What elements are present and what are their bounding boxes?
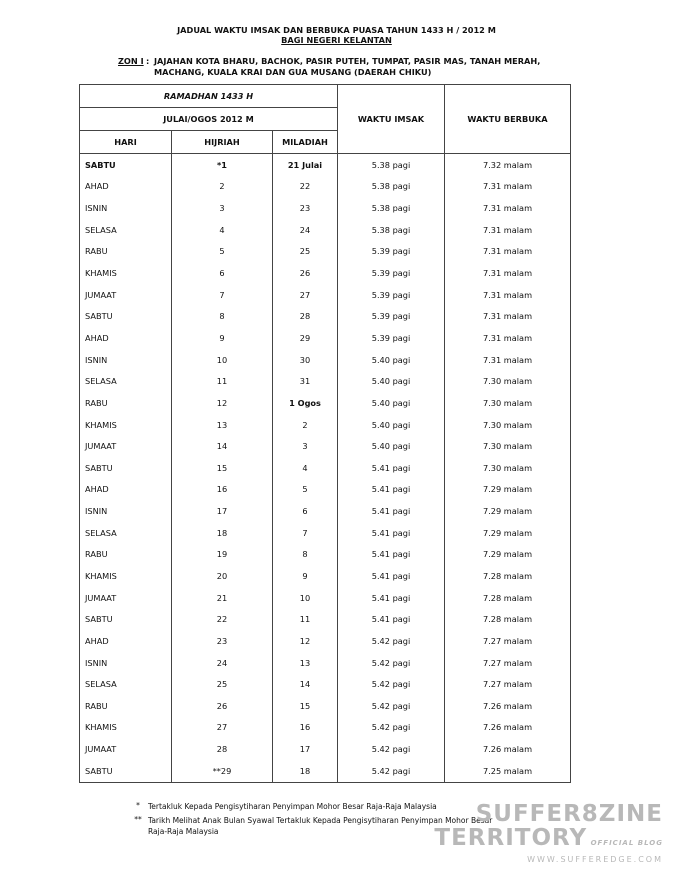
table-row xyxy=(80,652,571,674)
miladiah-cell: 26 xyxy=(273,262,338,284)
hijriah-cell: 10 xyxy=(172,349,273,371)
miladiah-cell: 15 xyxy=(273,695,338,717)
berbuka-cell: 7.29 malam xyxy=(445,522,571,544)
miladiah-cell: 23 xyxy=(273,197,338,219)
day-cell: AHAD xyxy=(80,479,172,501)
miladiah-cell: 12 xyxy=(273,630,338,652)
miladiah-cell: 10 xyxy=(273,587,338,609)
hijriah-cell: 4 xyxy=(172,219,273,241)
table-row xyxy=(80,262,571,284)
miladiah-cell: 7 xyxy=(273,522,338,544)
timetable-body xyxy=(80,154,571,783)
berbuka-cell: 7.31 malam xyxy=(445,349,571,371)
hijriah-cell: 17 xyxy=(172,500,273,522)
imsak-cell: 5.42 pagi xyxy=(338,695,445,717)
imsak-cell: 5.40 pagi xyxy=(338,370,445,392)
imsak-cell: 5.42 pagi xyxy=(338,717,445,739)
watermark-line1: SUFFER8ZINE xyxy=(475,801,663,827)
hijriah-cell: 12 xyxy=(172,392,273,414)
day-cell: SELASA xyxy=(80,522,172,544)
table-row xyxy=(80,305,571,327)
page-subtitle: BAGI NEGERI KELANTAN xyxy=(281,35,392,45)
day-cell: SELASA xyxy=(80,219,172,241)
zone-description xyxy=(118,56,554,78)
table-row xyxy=(80,435,571,457)
table-row xyxy=(80,587,571,609)
hijriah-cell: 13 xyxy=(172,414,273,436)
berbuka-cell: 7.32 malam xyxy=(445,154,571,176)
miladiah-cell: 2 xyxy=(273,414,338,436)
watermark-line2: TERRITORY OFFICIAL BLOG xyxy=(434,825,663,851)
day-cell: ISNIN xyxy=(80,197,172,219)
miladiah-cell: 6 xyxy=(273,500,338,522)
day-cell: SABTU xyxy=(80,608,172,630)
table-row xyxy=(80,349,571,371)
hijriah-cell: 20 xyxy=(172,565,273,587)
day-cell: ISNIN xyxy=(80,349,172,371)
berbuka-cell: 7.29 malam xyxy=(445,500,571,522)
imsak-cell: 5.40 pagi xyxy=(338,392,445,414)
imsak-cell: 5.38 pagi xyxy=(338,219,445,241)
table-row xyxy=(80,738,571,760)
berbuka-cell: 7.26 malam xyxy=(445,695,571,717)
miladiah-cell: 3 xyxy=(273,435,338,457)
imsak-cell: 5.41 pagi xyxy=(338,544,445,566)
berbuka-cell: 7.26 malam xyxy=(445,738,571,760)
hijriah-cell: **29 xyxy=(172,760,273,782)
day-cell: AHAD xyxy=(80,176,172,198)
day-cell: KHAMIS xyxy=(80,565,172,587)
imsak-cell: 5.41 pagi xyxy=(338,500,445,522)
footnote: * Tertakluk Kepada Pengisytiharan Penyimpan Mohor Besar Raja-Raja Malaysia xyxy=(136,801,437,811)
day-cell: SABTU xyxy=(80,305,172,327)
day-cell: SABTU xyxy=(80,457,172,479)
imsak-cell: 5.41 pagi xyxy=(338,522,445,544)
miladiah-cell: 28 xyxy=(273,305,338,327)
table-row xyxy=(80,565,571,587)
berbuka-cell: 7.30 malam xyxy=(445,370,571,392)
table-row xyxy=(80,695,571,717)
zone-colon: : xyxy=(146,56,150,66)
imsak-cell: 5.42 pagi xyxy=(338,760,445,782)
hijriah-cell: 25 xyxy=(172,673,273,695)
imsak-cell: 5.39 pagi xyxy=(338,327,445,349)
table-row xyxy=(80,176,571,198)
imsak-cell: 5.38 pagi xyxy=(338,176,445,198)
berbuka-cell: 7.29 malam xyxy=(445,479,571,501)
hijriah-cell: 19 xyxy=(172,544,273,566)
table-row xyxy=(80,241,571,263)
miladiah-cell: 4 xyxy=(273,457,338,479)
miladiah-cell: 17 xyxy=(273,738,338,760)
zone-label: ZON I xyxy=(118,56,144,66)
hijriah-cell: 3 xyxy=(172,197,273,219)
imsak-cell: 5.42 pagi xyxy=(338,630,445,652)
imsak-cell: 5.40 pagi xyxy=(338,435,445,457)
hijriah-cell: *1 xyxy=(172,154,273,176)
berbuka-cell: 7.27 malam xyxy=(445,630,571,652)
day-cell: JUMAAT xyxy=(80,738,172,760)
miladiah-cell: 31 xyxy=(273,370,338,392)
berbuka-cell: 7.31 malam xyxy=(445,241,571,263)
imsak-cell: 5.38 pagi xyxy=(338,154,445,176)
miladiah-cell: 24 xyxy=(273,219,338,241)
watermark xyxy=(434,802,663,864)
imsak-cell: 5.39 pagi xyxy=(338,262,445,284)
berbuka-cell: 7.27 malam xyxy=(445,652,571,674)
miladiah-cell: 18 xyxy=(273,760,338,782)
hijriah-cell: 6 xyxy=(172,262,273,284)
imsak-cell: 5.41 pagi xyxy=(338,608,445,630)
table-row xyxy=(80,457,571,479)
table-row xyxy=(80,392,571,414)
table-row xyxy=(80,284,571,306)
berbuka-cell: 7.30 malam xyxy=(445,414,571,436)
berbuka-cell: 7.31 malam xyxy=(445,284,571,306)
berbuka-cell: 7.28 malam xyxy=(445,608,571,630)
berbuka-cell: 7.28 malam xyxy=(445,587,571,609)
imsak-cell: 5.41 pagi xyxy=(338,457,445,479)
imsak-cell: 5.42 pagi xyxy=(338,673,445,695)
ramadhan-header: RAMADHAN 1433 H xyxy=(80,85,338,108)
hijriah-cell: 24 xyxy=(172,652,273,674)
miladiah-cell: 11 xyxy=(273,608,338,630)
hijriah-cell: 23 xyxy=(172,630,273,652)
berbuka-header: WAKTU BERBUKA xyxy=(445,85,571,154)
imsak-cell: 5.41 pagi xyxy=(338,587,445,609)
table-row xyxy=(80,630,571,652)
hijriah-cell: 15 xyxy=(172,457,273,479)
berbuka-cell: 7.26 malam xyxy=(445,717,571,739)
berbuka-cell: 7.28 malam xyxy=(445,565,571,587)
day-cell: JUMAAT xyxy=(80,284,172,306)
miladiah-cell: 25 xyxy=(273,241,338,263)
berbuka-cell: 7.25 malam xyxy=(445,760,571,782)
berbuka-cell: 7.30 malam xyxy=(445,435,571,457)
table-row xyxy=(80,717,571,739)
day-cell: RABU xyxy=(80,544,172,566)
miladiah-cell: 21 Julai xyxy=(273,154,338,176)
hijriah-cell: 5 xyxy=(172,241,273,263)
day-cell: ISNIN xyxy=(80,652,172,674)
table-row xyxy=(80,673,571,695)
imsak-cell: 5.38 pagi xyxy=(338,197,445,219)
miladiah-cell: 9 xyxy=(273,565,338,587)
table-row xyxy=(80,760,571,782)
berbuka-cell: 7.30 malam xyxy=(445,457,571,479)
hijriah-cell: 7 xyxy=(172,284,273,306)
hijriah-cell: 28 xyxy=(172,738,273,760)
berbuka-cell: 7.27 malam xyxy=(445,673,571,695)
table-row xyxy=(80,197,571,219)
berbuka-cell: 7.31 malam xyxy=(445,305,571,327)
day-cell: SABTU xyxy=(80,760,172,782)
imsak-cell: 5.41 pagi xyxy=(338,479,445,501)
zone-areas: JAJAHAN KOTA BHARU, BACHOK, PASIR PUTEH, TUMPAT, PASIR MAS, TANAH MERAH, MACHANG, KUALA KRAI DAN GUA MUSANG (DAERAH CHIKU) xyxy=(154,56,541,77)
hijriah-header: HIJRIAH xyxy=(172,131,273,154)
table-row xyxy=(80,219,571,241)
hijriah-cell: 14 xyxy=(172,435,273,457)
imsak-cell: 5.40 pagi xyxy=(338,349,445,371)
day-cell: SABTU xyxy=(80,154,172,176)
imsak-cell: 5.39 pagi xyxy=(338,241,445,263)
hijriah-cell: 18 xyxy=(172,522,273,544)
imsak-cell: 5.40 pagi xyxy=(338,414,445,436)
timetable xyxy=(79,84,571,783)
table-row xyxy=(80,500,571,522)
day-cell: RABU xyxy=(80,392,172,414)
imsak-header: WAKTU IMSAK xyxy=(338,85,445,154)
miladiah-cell: 16 xyxy=(273,717,338,739)
miladiah-cell: 29 xyxy=(273,327,338,349)
hijriah-cell: 9 xyxy=(172,327,273,349)
hijriah-cell: 26 xyxy=(172,695,273,717)
day-cell: RABU xyxy=(80,695,172,717)
day-cell: KHAMIS xyxy=(80,717,172,739)
footnote: ** Tarikh Melihat Anak Bulan Syawal Tertakluk Kepada Pengisytiharan Penyimpan Mohor Besar Raja-Raja Malaysia xyxy=(134,815,493,836)
hijriah-cell: 2 xyxy=(172,176,273,198)
day-cell: AHAD xyxy=(80,327,172,349)
month-header: JULAI/OGOS 2012 M xyxy=(80,108,338,131)
hijriah-cell: 16 xyxy=(172,479,273,501)
miladiah-cell: 14 xyxy=(273,673,338,695)
day-cell: SELASA xyxy=(80,370,172,392)
berbuka-cell: 7.31 malam xyxy=(445,219,571,241)
hari-header: HARI xyxy=(80,131,172,154)
berbuka-cell: 7.29 malam xyxy=(445,544,571,566)
table-row xyxy=(80,544,571,566)
table-row xyxy=(80,608,571,630)
miladiah-cell: 27 xyxy=(273,284,338,306)
table-row xyxy=(80,154,571,176)
berbuka-cell: 7.31 malam xyxy=(445,327,571,349)
day-cell: ISNIN xyxy=(80,500,172,522)
day-cell: AHAD xyxy=(80,630,172,652)
miladiah-cell: 30 xyxy=(273,349,338,371)
miladiah-header: MILADIAH xyxy=(273,131,338,154)
miladiah-cell: 1 Ogos xyxy=(273,392,338,414)
miladiah-cell: 8 xyxy=(273,544,338,566)
table-row xyxy=(80,414,571,436)
table-row xyxy=(80,522,571,544)
berbuka-cell: 7.31 malam xyxy=(445,262,571,284)
berbuka-cell: 7.31 malam xyxy=(445,176,571,198)
table-row xyxy=(80,370,571,392)
hijriah-cell: 8 xyxy=(172,305,273,327)
watermark-url: WWW.SUFFEREDGE.COM xyxy=(527,855,663,864)
berbuka-cell: 7.30 malam xyxy=(445,392,571,414)
imsak-cell: 5.39 pagi xyxy=(338,305,445,327)
day-cell: SELASA xyxy=(80,673,172,695)
day-cell: KHAMIS xyxy=(80,414,172,436)
imsak-cell: 5.42 pagi xyxy=(338,738,445,760)
berbuka-cell: 7.31 malam xyxy=(445,197,571,219)
imsak-cell: 5.39 pagi xyxy=(338,284,445,306)
page-title: JADUAL WAKTU IMSAK DAN BERBUKA PUASA TAHUN 1433 H / 2012 M xyxy=(177,25,496,35)
miladiah-cell: 5 xyxy=(273,479,338,501)
imsak-cell: 5.41 pagi xyxy=(338,565,445,587)
hijriah-cell: 27 xyxy=(172,717,273,739)
table-row xyxy=(80,479,571,501)
imsak-cell: 5.42 pagi xyxy=(338,652,445,674)
table-row xyxy=(80,327,571,349)
day-cell: JUMAAT xyxy=(80,587,172,609)
hijriah-cell: 11 xyxy=(172,370,273,392)
day-cell: KHAMIS xyxy=(80,262,172,284)
miladiah-cell: 13 xyxy=(273,652,338,674)
miladiah-cell: 22 xyxy=(273,176,338,198)
day-cell: RABU xyxy=(80,241,172,263)
hijriah-cell: 21 xyxy=(172,587,273,609)
day-cell: JUMAAT xyxy=(80,435,172,457)
hijriah-cell: 22 xyxy=(172,608,273,630)
